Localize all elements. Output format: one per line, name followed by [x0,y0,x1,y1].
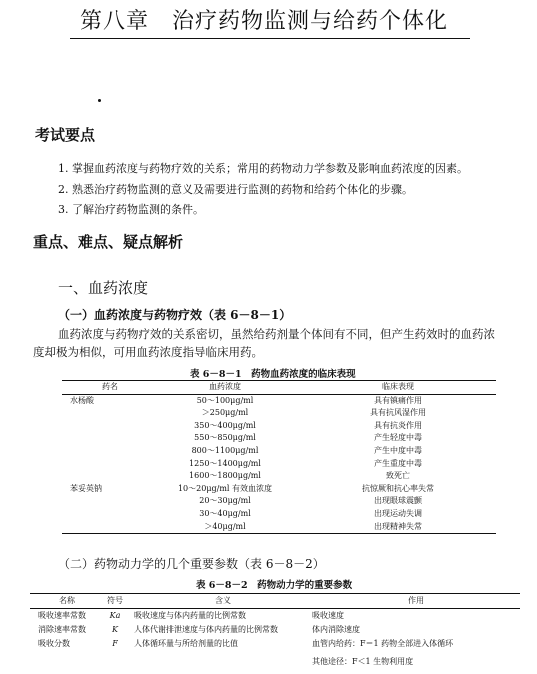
param-name-cell: 消除速率常数 [38,625,86,634]
concentration-cell: 800～1100μg/ml [191,445,259,455]
exam-point-item: 1. 掌握血药浓度与药物疗效的关系；常用的药物动力学参数及影响血药浓度的因素。 [58,162,468,175]
concentration-cell: 20～30μg/ml [199,496,251,506]
param-symbol-cell: Ka [109,611,121,620]
table-caption: 表 6－8－2 药物动力学的重要参数 [196,580,353,591]
clinical-effect-cell: 出现眼球震颤 [374,496,422,506]
drug-name-cell [62,407,150,420]
table-row [62,407,496,420]
concentration-cell: 30～40μg/ml [199,508,251,518]
table-header-row [30,594,520,609]
table-row [62,508,496,521]
table-row [62,495,496,508]
param-meaning-cell: 吸收速度与体内药量的比例常数 [134,611,246,620]
drug-name-cell [62,432,150,445]
concentration-cell: 550～850μg/ml [194,433,256,443]
exam-points-heading: 考试要点 [35,126,96,144]
table-header-cell: 符号 [107,596,123,605]
table-header-cell: 名称 [59,596,75,605]
concentration-cell: 10～20μg/ml 有效血浓度 [177,483,273,493]
exam-point-item: 3. 了解治疗药物监测的条件。 [58,203,204,216]
clinical-effect-cell: 具有抗风湿作用 [370,408,426,418]
table-row [62,420,496,433]
concentration-cell: 1250～1400μg/ml [189,458,261,468]
clinical-effect-cell: 产生轻度中毒 [374,433,422,443]
subsection-heading: （二）药物动力学的几个重要参数（表 6－8－2） [58,557,325,571]
drug-name-cell [62,508,150,521]
drug-name-cell [62,445,150,458]
table-row [62,445,496,458]
table-header-row [62,381,496,395]
drug-name-cell [62,470,150,483]
paragraph-line: 血药浓度与药物疗效的关系密切，虽然给药剂量个体间有不同，但产生药效时的血药浓 [58,327,495,341]
concentration-cell: 1600～1800μg/ml [189,471,261,481]
clinical-effect-cell: 出现运动失调 [374,508,422,518]
exam-point-item: 2. 熟悉治疗药物监测的意义及需要进行监测的药物和给药个体化的步骤。 [58,183,413,196]
concentration-cell: 350～400μg/ml [194,420,256,430]
clinical-effect-cell: 产生重度中毒 [374,458,422,468]
drug-name-cell [62,420,150,433]
param-name-cell: 吸收分数 [38,639,70,648]
stray-dot [98,99,101,102]
table-row [62,394,496,407]
table-row [62,470,496,483]
concentration-cell: ＞40μg/ml [204,521,246,531]
param-function-line: 其他途径：F＜1 生物利用度 [312,657,414,666]
chapter-title-underline [70,38,470,39]
param-function-cell: 体内消除速度 [312,625,360,634]
pharmacokinetic-parameters-table [30,593,520,669]
blood-concentration-table [62,380,496,534]
paragraph-line: 度却极为相似，可用血药浓度指导临床用药。 [33,345,263,359]
param-meaning-cell: 人体循环量与所给剂量的比值 [134,639,238,648]
drug-name-cell: 苯妥英钠 [70,483,102,493]
subsection-heading: （一）血药浓度与药物疗效（表 6－8－1） [58,308,292,322]
table-header-cell: 作用 [408,596,424,605]
clinical-effect-cell: 具有抗炎作用 [374,420,422,430]
drug-name-cell [62,495,150,508]
drug-name-cell: 水杨酸 [70,395,94,405]
table-header-cell: 药名 [102,382,118,391]
chapter-title: 第八章 治疗药物监测与给药个体化 [80,9,449,34]
param-function-cell: 吸收速度 [312,611,344,620]
drug-name-cell [62,458,150,471]
clinical-effect-cell: 抗惊厥和抗心率失常 [362,483,434,493]
table-row [30,623,520,637]
clinical-effect-cell: 致死亡 [386,471,410,481]
concentration-cell: ＞250μg/ml [201,408,249,418]
param-symbol-cell: K [112,625,118,634]
table-row [62,458,496,471]
table-header-cell: 含义 [215,596,231,605]
table-row [30,609,520,624]
param-function-line: 血管内给药：F＝1 药物全部进入体循环 [312,639,454,648]
table-header-cell: 血药浓度 [209,382,241,391]
table-header-cell: 临床表现 [382,382,414,391]
clinical-effect-cell: 出现精神失常 [374,521,422,531]
param-function-cell [312,637,520,669]
table-row [62,483,496,496]
table-row [62,432,496,445]
key-points-heading: 重点、难点、疑点解析 [33,233,184,251]
concentration-cell: 50～100μg/ml [196,395,254,405]
clinical-effect-cell: 产生中度中毒 [374,445,422,455]
table-row [62,521,496,534]
table-caption: 表 6－8－1 药物血药浓度的临床表现 [190,369,356,380]
param-name-cell: 吸收速率常数 [38,611,86,620]
clinical-effect-cell: 具有镇痛作用 [374,395,422,405]
section-heading: 一、血药浓度 [58,279,149,297]
param-meaning-cell: 人体代谢排泄速度与体内药量的比例常数 [134,625,278,634]
table-row [30,637,520,669]
param-symbol-cell: F [112,639,118,648]
drug-name-cell [62,521,150,534]
